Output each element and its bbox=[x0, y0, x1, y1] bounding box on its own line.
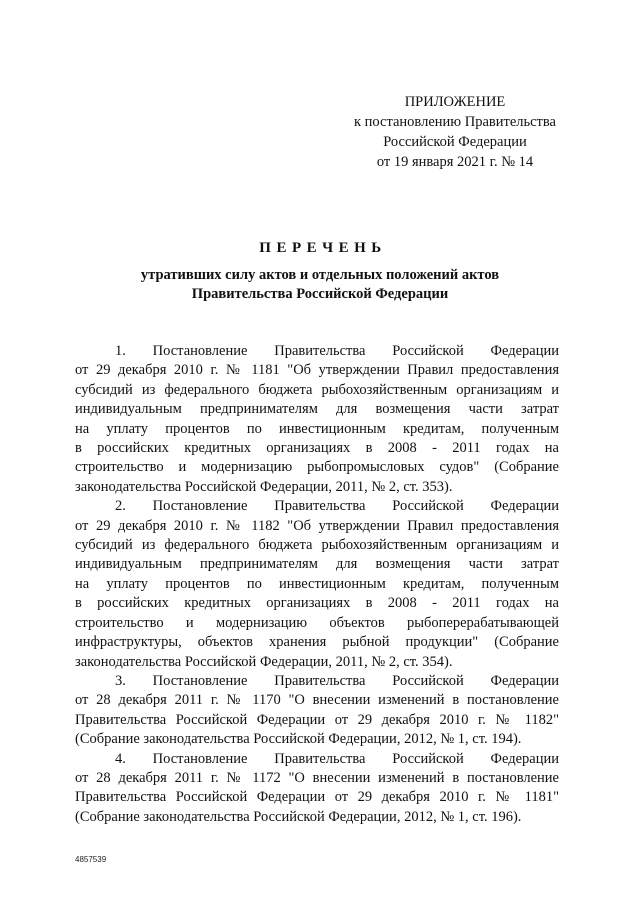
document-body bbox=[75, 342, 559, 827]
list-item-line: субсидий из федерального бюджета рыбохозяйственным организациям и bbox=[75, 381, 559, 398]
list-item-heading-line: 4. Постановление Правительства Российской Федерации bbox=[115, 750, 559, 767]
annex-header bbox=[330, 92, 580, 172]
document-subtitle bbox=[0, 266, 640, 304]
annex-line-resolution: к постановлению Правительства bbox=[354, 114, 556, 130]
list-item-line: в российских кредитных организациях в 2008 - 2011 годах на bbox=[75, 595, 559, 612]
list-item bbox=[75, 342, 559, 497]
list-item-line: (Собрание законодательства Российской Федерации, 2012, № 1, ст. 196). bbox=[75, 808, 522, 825]
list-item-line: Правительства Российской Федерации от 29 декабря 2010 г. № 1181" bbox=[75, 789, 559, 806]
list-item-line: индивидуальным предпринимателям для возмещения части затрат bbox=[75, 401, 559, 418]
list-item-line: Правительства Российской Федерации от 29 декабря 2010 г. № 1182" bbox=[75, 711, 559, 728]
document-code: 4857539 bbox=[75, 855, 107, 864]
list-item bbox=[75, 750, 559, 828]
annex-line-federation: Российской Федерации bbox=[383, 134, 527, 150]
document-title: ПЕРЕЧЕНЬ bbox=[259, 240, 387, 256]
list-item-line: на уплату процентов по инвестиционным кредитам, полученным bbox=[75, 575, 559, 592]
subtitle-line-2: Правительства Российской Федерации bbox=[191, 286, 449, 302]
annex-line-date-number: от 19 января 2021 г. № 14 bbox=[376, 154, 534, 170]
list-item-heading-line: 1. Постановление Правительства Российской Федерации bbox=[115, 343, 559, 359]
list-item-line: законодательства Российской Федерации, 2011, № 2, ст. 354). bbox=[75, 653, 453, 670]
list-item bbox=[75, 672, 559, 750]
list-item-line: индивидуальным предпринимателям для возмещения части затрат bbox=[75, 556, 559, 573]
list-item-line: инфраструктуры, объектов хранения рыбной продукции" (Собрание bbox=[75, 634, 559, 651]
list-item-line: от 29 декабря 2010 г. № 1182 "Об утверждении Правил предоставления bbox=[75, 517, 559, 534]
list-item-line: субсидий из федерального бюджета рыбохозяйственным организациям и bbox=[75, 537, 559, 554]
list-item-line: (Собрание законодательства Российской Федерации, 2012, № 1, ст. 194). bbox=[75, 731, 522, 748]
list-item-line: в российских кредитных организациях в 2008 - 2011 годах на bbox=[75, 440, 559, 457]
list-item-line: от 28 декабря 2011 г. № 1172 "О внесении изменений в постановление bbox=[75, 769, 559, 786]
list-item-line: строительство и модернизацию рыбопромысловых судов" (Собрание bbox=[75, 459, 559, 476]
annex-title: ПРИЛОЖЕНИЕ bbox=[404, 94, 506, 110]
list-item-line: от 28 декабря 2011 г. № 1170 "О внесении изменений в постановление bbox=[75, 692, 559, 709]
subtitle-line-1: утративших силу актов и отдельных положений актов bbox=[140, 267, 500, 283]
list-item-heading-line: 3. Постановление Правительства Российской Федерации bbox=[115, 672, 559, 689]
list-item-line: на уплату процентов по инвестиционным кредитам, полученным bbox=[75, 420, 559, 437]
list-item bbox=[75, 497, 559, 672]
list-item-line: строительство и модернизацию объектов рыбоперерабатывающей bbox=[75, 614, 559, 631]
list-item-line: законодательства Российской Федерации, 2011, № 2, ст. 353). bbox=[75, 478, 453, 495]
list-item-heading-line: 2. Постановление Правительства Российской Федерации bbox=[115, 498, 559, 515]
list-item-line: от 29 декабря 2010 г. № 1181 "Об утверждении Правил предоставления bbox=[75, 362, 559, 379]
